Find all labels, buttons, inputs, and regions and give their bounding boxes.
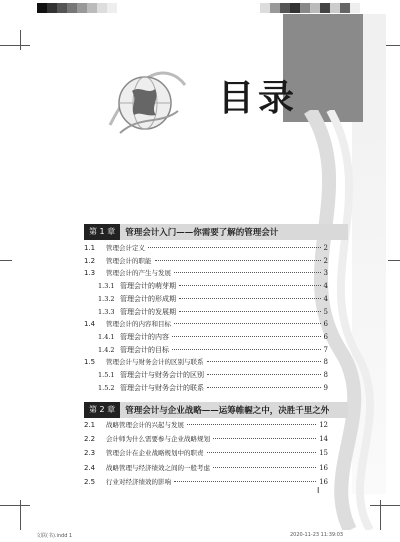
toc-entry-number: 2.3 bbox=[84, 449, 96, 458]
toc-entry-title: 会计师为什么需要参与企业战略规划 bbox=[106, 435, 210, 444]
toc-entry-title: 管理会计的发展期 bbox=[120, 307, 176, 316]
toc-entry[interactable] bbox=[84, 281, 328, 292]
toc-entry[interactable] bbox=[84, 383, 328, 394]
toc-entry-page: 2 bbox=[323, 244, 328, 252]
toc-entry-title: 战略管理与经济绩效之间的一般考虑 bbox=[106, 463, 210, 472]
toc-entry-number: 2.4 bbox=[84, 463, 96, 472]
registration-bar-right bbox=[260, 3, 360, 13]
toc-entry-title: 管理会计的形成期 bbox=[120, 294, 176, 303]
toc-entry-number: 2.2 bbox=[84, 435, 96, 444]
toc-entry-page: 6 bbox=[323, 332, 328, 341]
chapter-title: 管理会计入门——你需要了解的管理会计 bbox=[125, 228, 279, 238]
toc-entry-page: 16 bbox=[319, 463, 328, 472]
crop-mark bbox=[0, 505, 30, 506]
toc-entry-page: 12 bbox=[319, 421, 328, 429]
toc-entry-number: 1.4.1 bbox=[98, 332, 115, 341]
dot-leader bbox=[187, 424, 316, 425]
page-number: I bbox=[317, 486, 320, 495]
toc-entry[interactable] bbox=[84, 434, 328, 445]
toc-entry[interactable] bbox=[84, 463, 328, 474]
footer-file: 文联(书).indd 1 bbox=[36, 533, 73, 539]
dot-leader bbox=[213, 467, 316, 468]
chapter-number: 第 1 章 bbox=[84, 224, 120, 240]
toc-entry-number: 1.3.3 bbox=[98, 307, 115, 316]
toc-entry[interactable] bbox=[84, 420, 328, 431]
toc-entry-title: 战略管理会计的兴起与发展 bbox=[106, 421, 184, 429]
toc-entry[interactable] bbox=[84, 243, 328, 254]
toc-entry-page: 9 bbox=[323, 383, 328, 392]
dot-leader bbox=[174, 481, 316, 482]
dot-leader bbox=[213, 438, 316, 439]
crop-mark bbox=[0, 45, 30, 46]
toc-entry-title: 管理会计的目标 bbox=[120, 345, 169, 354]
toc-entry-title: 管理会计与财务会计的区别 bbox=[120, 371, 204, 379]
toc-entry-title: 管理会计定义 bbox=[106, 244, 145, 252]
dot-leader bbox=[179, 285, 321, 286]
toc-entry-number: 1.2 bbox=[84, 256, 96, 265]
toc-entry[interactable] bbox=[84, 332, 328, 343]
toc-entry-number: 2.1 bbox=[84, 421, 96, 429]
toc-entry-number: 1.3.1 bbox=[98, 282, 115, 291]
chapter-heading[interactable] bbox=[84, 402, 348, 418]
dot-leader bbox=[155, 260, 321, 261]
dot-leader bbox=[174, 323, 321, 324]
dot-leader bbox=[179, 311, 321, 312]
toc-entry-number: 1.5.1 bbox=[98, 371, 115, 379]
dot-leader bbox=[148, 247, 321, 248]
toc-entry-page: 8 bbox=[323, 371, 328, 379]
dot-leader bbox=[172, 336, 321, 337]
toc-entry-page: 4 bbox=[323, 294, 328, 303]
footer-date: 2020-11-23 11:39:03 bbox=[290, 532, 344, 538]
toc-entry-title: 管理会计的产生与发展 bbox=[106, 269, 171, 278]
toc-entry[interactable] bbox=[84, 448, 328, 459]
dot-leader bbox=[207, 374, 321, 375]
toc-entry-number: 1.4 bbox=[84, 320, 96, 329]
crop-mark bbox=[0, 260, 12, 261]
toc-entry-number: 1.1 bbox=[84, 244, 96, 252]
dot-leader bbox=[179, 298, 321, 299]
toc-entry-page: 5 bbox=[323, 307, 328, 316]
toc-entry-page: 7 bbox=[323, 345, 328, 354]
toc-entry-number: 1.3 bbox=[84, 269, 96, 278]
page-title: 目录 bbox=[218, 78, 299, 119]
toc-entry-title: 管理会计的萌芽期 bbox=[120, 282, 176, 291]
dot-leader bbox=[207, 361, 321, 362]
toc-entry[interactable] bbox=[84, 477, 328, 488]
toc-entry[interactable] bbox=[84, 268, 328, 279]
dot-leader bbox=[207, 387, 321, 388]
toc-entry-title: 管理会计与财务会计的区别与联系 bbox=[106, 358, 204, 367]
toc-entry-page: 4 bbox=[323, 282, 328, 291]
toc-entry[interactable] bbox=[84, 256, 328, 267]
toc-entry-number: 1.3.2 bbox=[98, 294, 115, 303]
toc-entry[interactable] bbox=[84, 294, 328, 305]
chapter-heading[interactable] bbox=[84, 224, 348, 240]
toc-entry-page: 3 bbox=[323, 269, 328, 278]
toc-entry-page: 16 bbox=[319, 477, 328, 486]
toc-entry-page: 8 bbox=[323, 358, 328, 367]
chapter-title: 管理会计与企业战略——运筹帷幄之中，决胜千里之外 bbox=[125, 406, 330, 416]
dot-leader bbox=[172, 349, 321, 350]
toc-entry-number: 1.5.2 bbox=[98, 383, 115, 392]
globe-icon bbox=[100, 55, 190, 145]
toc-entry[interactable] bbox=[84, 319, 328, 330]
crop-mark bbox=[20, 30, 21, 50]
toc-entry[interactable] bbox=[84, 370, 328, 381]
dot-leader bbox=[174, 272, 321, 273]
toc-entry-page: 14 bbox=[319, 435, 328, 444]
toc-entry[interactable] bbox=[84, 307, 328, 318]
toc-entry-number: 1.5 bbox=[84, 358, 96, 367]
toc-entry-number: 2.5 bbox=[84, 477, 96, 486]
dot-leader bbox=[207, 452, 317, 453]
toc-entry[interactable] bbox=[84, 357, 328, 368]
toc-entry-title: 行业对经济绩效的影响 bbox=[106, 477, 171, 486]
toc-entry[interactable] bbox=[84, 345, 328, 356]
toc-entry-title: 管理会计的职能 bbox=[106, 256, 152, 265]
toc-entry-title: 管理会计与财务会计的联系 bbox=[120, 383, 204, 392]
chapter-number: 第 2 章 bbox=[84, 402, 120, 418]
toc-entry-page: 6 bbox=[323, 320, 328, 329]
toc-entry-title: 管理会计的内容和目标 bbox=[106, 320, 171, 329]
toc-entry-title: 管理会计的内容 bbox=[120, 332, 169, 341]
toc-entry-number: 1.4.2 bbox=[98, 345, 115, 354]
toc-entry-page: 2 bbox=[323, 256, 328, 265]
toc-entry-page: 15 bbox=[319, 449, 328, 458]
registration-bar-left bbox=[37, 3, 117, 13]
toc-entry-title: 管理会计在企业战略规划中的职责 bbox=[106, 449, 204, 458]
